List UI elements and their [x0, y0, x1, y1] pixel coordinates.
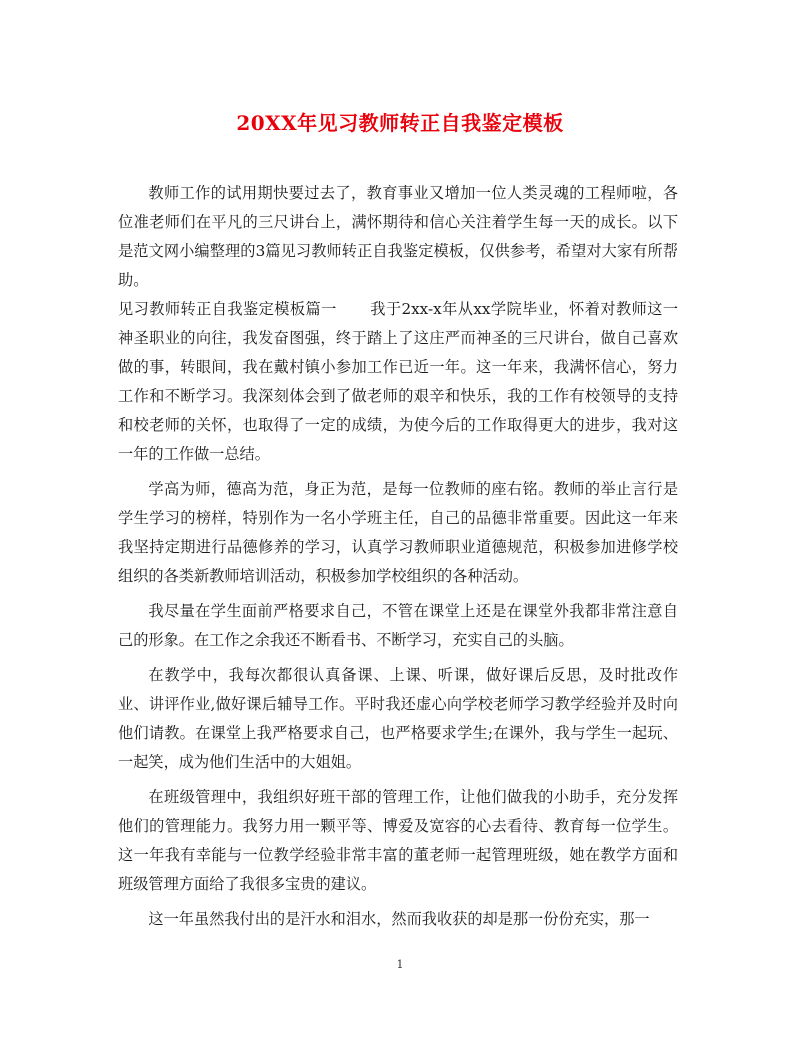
section-one-paragraph [118, 295, 678, 469]
body-paragraph: 在教学中，我每次都很认真备课、上课、听课，做好课后反思，及时批改作业、讲评作业,做好课后辅导工作。平时我还虚心向学校老师学习教学经验并及时向他们请教。在课堂上我严格要求自己，也严格要求学生;在课外，我与学生一起玩、一起笑，成为他们生活中的大姐姐。 [118, 666, 678, 771]
document-body [118, 179, 678, 934]
body-paragraph: 在班级管理中，我组织好班干部的管理工作，让他们做我的小助手，充分发挥他们的管理能力。我努力用一颗平等、博爱及宽容的心去看待、教育每一位学生。这一年我有幸能与一位教学经验非常丰富的董老师一起管理班级，她在教学方面和班级管理方面给了我很多宝贵的建议。 [118, 788, 678, 893]
section-first-paragraph-text: 我于2xx-x年从xx学院毕业，怀着对教师这一神圣职业的向往，我发奋图强，终于踏上了这庄严而神圣的三尺讲台，做自己喜欢做的事，转眼间，我在戴村镇小参加工作已近一年。这一年来，我满怀信心，努力工作和不断学习。我深刻体会到了做老师的艰辛和快乐，我的工作有校领导的支持和校老师的关怀，也取得了一定的成绩，为使今后的工作取得更大的进步，我对这一年的工作做一总结。 [118, 300, 679, 463]
page-number: 1 [396, 958, 404, 971]
section-heading: 见习教师转正自我鉴定模板篇一 [118, 300, 337, 318]
body-paragraph: 学高为师，德高为范，身正为范，是每一位教师的座右铭。教师的举止言行是学生学习的榜样，特别作为一名小学班主任，自己的品德非常重要。因此这一年来我坚持定期进行品德修养的学习，认真学习教师职业道德规范，积极参加进修学校组织的各类新教师培训活动，积极参加学校组织的各种活动。 [118, 480, 678, 585]
page-title: 20XX年见习教师转正自我鉴定模板 [236, 111, 564, 135]
intro-paragraph: 教师工作的试用期快要过去了，教育事业又增加一位人类灵魂的工程师啦，各位准老师们在平凡的三尺讲台上，满怀期待和信心关注着学生每一天的成长。以下是范文网小编整理的3篇见习教师转正自我鉴定模板，仅供参考，希望对大家有所帮助。 [118, 184, 678, 289]
body-paragraph: 这一年虽然我付出的是汗水和泪水，然而我收获的却是那一份份充实，那一 [148, 910, 650, 928]
body-paragraph: 我尽量在学生面前严格要求自己，不管在课堂上还是在课堂外我都非常注意自己的形象。在工作之余我还不断看书、不断学习，充实自己的头脑。 [118, 602, 678, 649]
